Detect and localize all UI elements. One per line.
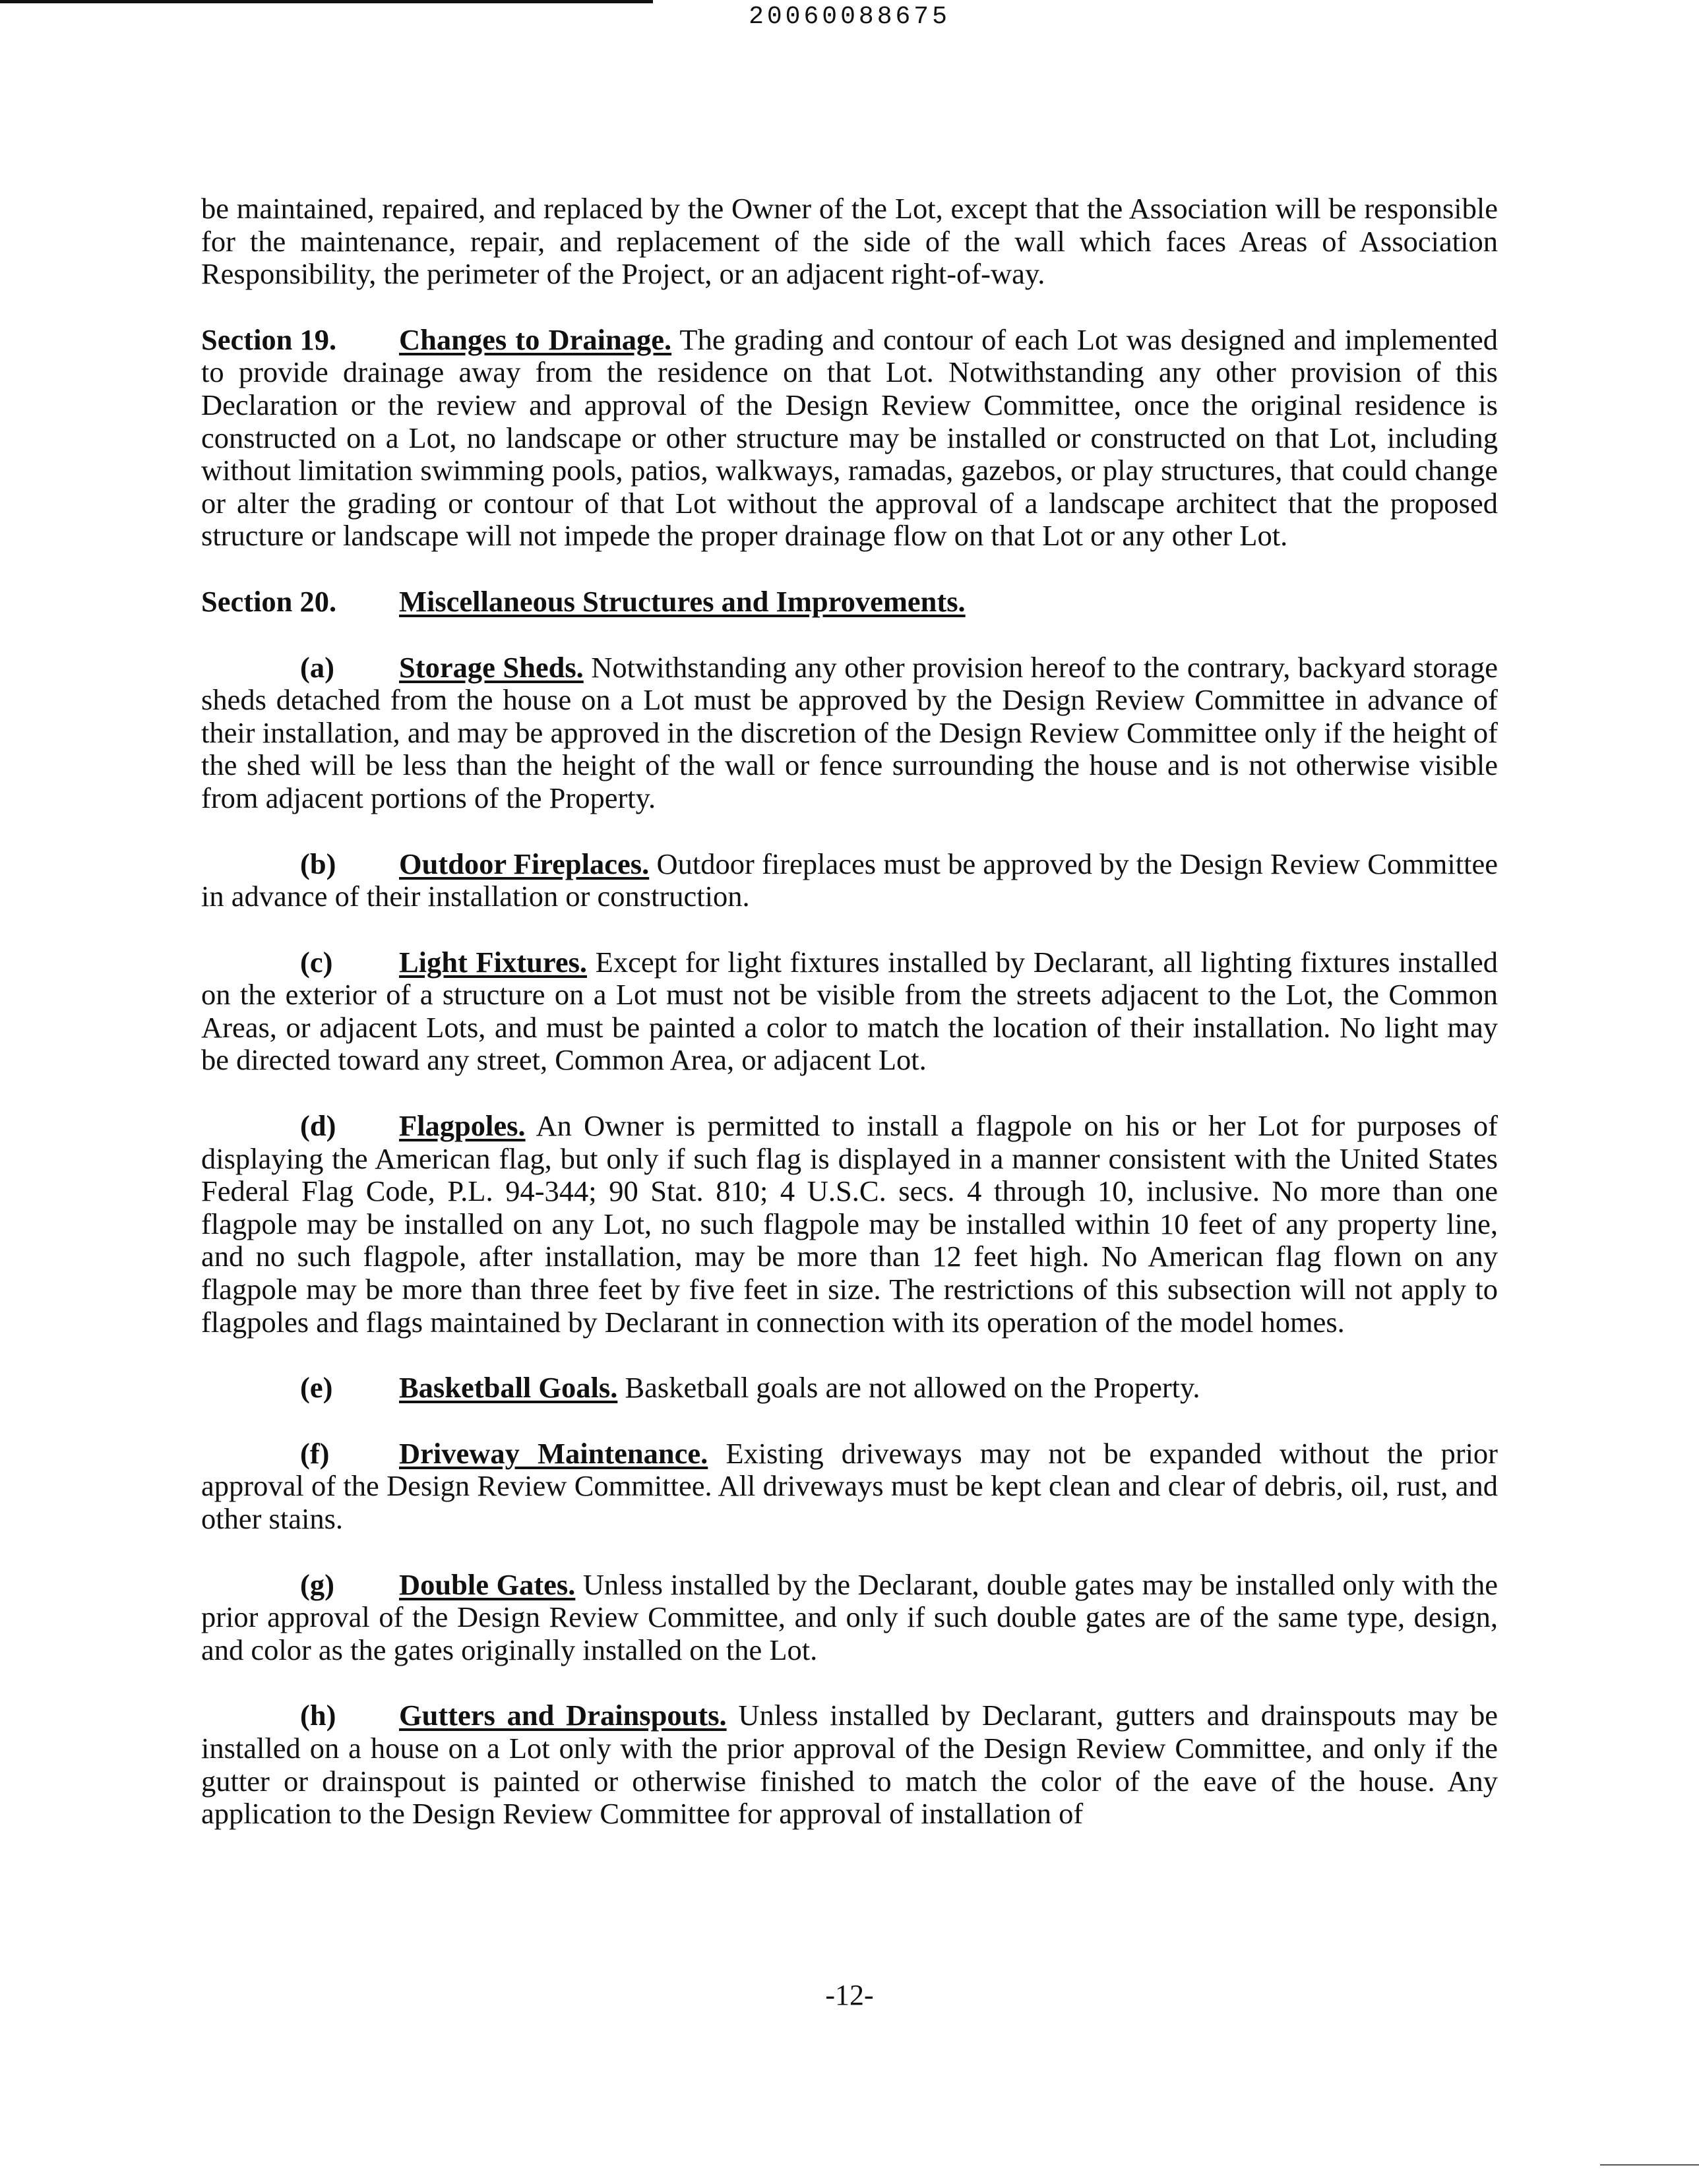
subsection-f-text: Existing driveways may not be expanded without the prior approval of the Design Review Committee. All driveways must be kept clean and clear of debris, oil, rust, and other stains. bbox=[201, 1436, 1498, 1535]
section-20-title: Miscellaneous Structures and Improvements. bbox=[399, 584, 966, 618]
subsection-e-label: (e) bbox=[300, 1371, 333, 1405]
subsection-g-label: (g) bbox=[300, 1567, 334, 1601]
subsection-e bbox=[201, 1372, 1498, 1405]
spacer bbox=[201, 1339, 1498, 1372]
subsection-e-title: Basketball Goals. bbox=[399, 1371, 618, 1405]
document-number: 20060088675 bbox=[749, 3, 950, 31]
subsection-b-label: (b) bbox=[300, 847, 336, 880]
spacer bbox=[201, 619, 1498, 652]
subsection-d-title: Flagpoles. bbox=[399, 1109, 526, 1143]
subsection-a-label: (a) bbox=[300, 650, 334, 684]
subsection-f-label: (f) bbox=[300, 1436, 330, 1470]
spacer bbox=[201, 553, 1498, 586]
subsection-g-text: Unless installed by the Declarant, double gates may be installed only with the prior approval of the Design Review Committee, and only if such double gates are of the same type, design, and color as the gates originally installed on the Lot. bbox=[201, 1567, 1498, 1666]
subsection-h-text: Unless installed by Declarant, gutters and drainspouts may be installed on a house on a Lot only with the prior approval of the Design Review Committee, and only if the gutter or drainspout is painted or otherwise finished to match the color of the eave of the house. Any application to the Design Review Committee for approval of installation of bbox=[201, 1699, 1498, 1831]
subsection-a bbox=[201, 652, 1498, 815]
section-19-title: Changes to Drainage. bbox=[399, 322, 672, 356]
subsection-g-title: Double Gates. bbox=[399, 1567, 576, 1601]
spacer bbox=[201, 1077, 1498, 1110]
intro-paragraph: be maintained, repaired, and replaced by the Owner of the Lot, except that the Association will be responsible for the maintenance, repair, and replacement of the side of the wall which faces Areas of Association Responsibility, the perimeter of the Project, or an adjacent right-of-way. bbox=[201, 192, 1498, 291]
subsection-b bbox=[201, 848, 1498, 913]
subsection-c-label: (c) bbox=[300, 945, 333, 979]
page-number: -12- bbox=[825, 1979, 874, 2011]
subsection-b-title: Outdoor Fireplaces. bbox=[399, 847, 650, 880]
subsection-h-title: Gutters and Drainspouts. bbox=[399, 1699, 727, 1732]
subsection-h-label: (h) bbox=[300, 1699, 336, 1732]
subsection-b-text: Outdoor fireplaces must be approved by the Design Review Committee in advance of their installation or construction. bbox=[201, 847, 1498, 913]
subsection-c bbox=[201, 946, 1498, 1077]
spacer bbox=[201, 1536, 1498, 1569]
section-19 bbox=[201, 324, 1498, 553]
subsection-a-text: Notwithstanding any other provision hereof to the contrary, backyard storage sheds detached from the house on a Lot must be approved by the Design Review Committee in advance of their installation, and may be approved in the discretion of the Design Review Committee only if the height of the shed will be less than the height of the wall or fence surrounding the house and is not otherwise visible from adjacent portions of the Property. bbox=[201, 650, 1498, 814]
spacer bbox=[201, 815, 1498, 848]
spacer bbox=[201, 291, 1498, 324]
subsection-a-title: Storage Sheds. bbox=[399, 650, 584, 684]
subsection-g bbox=[201, 1569, 1498, 1667]
subsection-d bbox=[201, 1110, 1498, 1339]
spacer bbox=[201, 1666, 1498, 1699]
subsection-f bbox=[201, 1438, 1498, 1536]
page-body bbox=[201, 193, 1498, 1831]
section-19-text: The grading and contour of each Lot was designed and implemented to provide drainage away from the residence on that Lot. Notwithstanding any other provision of this Declaration or the review and approval of the Design Review Committee, once the original residence is constructed on a Lot, no landscape or other structure may be installed or constructed on that Lot, including without limitation swimming pools, patios, walkways, ramadas, gazebos, or play structures, that could change or alter the grading or contour of that Lot without the approval of a landscape architect that the proposed structure or landscape will not impede the proper drainage flow on that Lot or any other Lot. bbox=[201, 322, 1498, 553]
subsection-c-title: Light Fixtures. bbox=[399, 945, 588, 979]
subsection-e-text: Basketball goals are not allowed on the Property. bbox=[625, 1371, 1200, 1405]
subsection-c-text: Except for light fixtures installed by Declarant, all lighting fixtures installed on the exterior of a structure on a Lot must not be visible from the streets adjacent to the Lot, the Common Areas, or adjacent Lots, and must be painted a color to match the location of their installation. No light may be directed toward any street, Common Area, or adjacent Lot. bbox=[201, 945, 1498, 1077]
spacer bbox=[201, 913, 1498, 946]
section-20-number: Section 20. bbox=[201, 584, 337, 618]
subsection-h bbox=[201, 1699, 1498, 1830]
section-20-heading bbox=[201, 586, 1498, 619]
subsection-f-title: Driveway Maintenance. bbox=[399, 1436, 708, 1470]
subsection-d-label: (d) bbox=[300, 1109, 336, 1143]
spacer bbox=[201, 1405, 1498, 1438]
section-19-number: Section 19. bbox=[201, 322, 337, 356]
scan-corner-mark bbox=[1600, 2164, 1699, 2184]
subsection-d-text: An Owner is permitted to install a flagpole on his or her Lot for purposes of displaying the American flag, but only if such flag is displayed in a manner consistent with the United States Federal Flag Code, P.L. 94-344; 90 Stat. 810; 4 U.S.C. secs. 4 through 10, inclusive. No more than one flagpole may be installed on any Lot, no such flagpole may be installed within 10 feet of any property line, and no such flagpole, after installation, may be more than 12 feet high. No American flag flown on any flagpole may be more than three feet by five feet in size. The restrictions of this subsection will not apply to flagpoles and flags maintained by Declarant in connection with its operation of the model homes. bbox=[201, 1109, 1498, 1339]
